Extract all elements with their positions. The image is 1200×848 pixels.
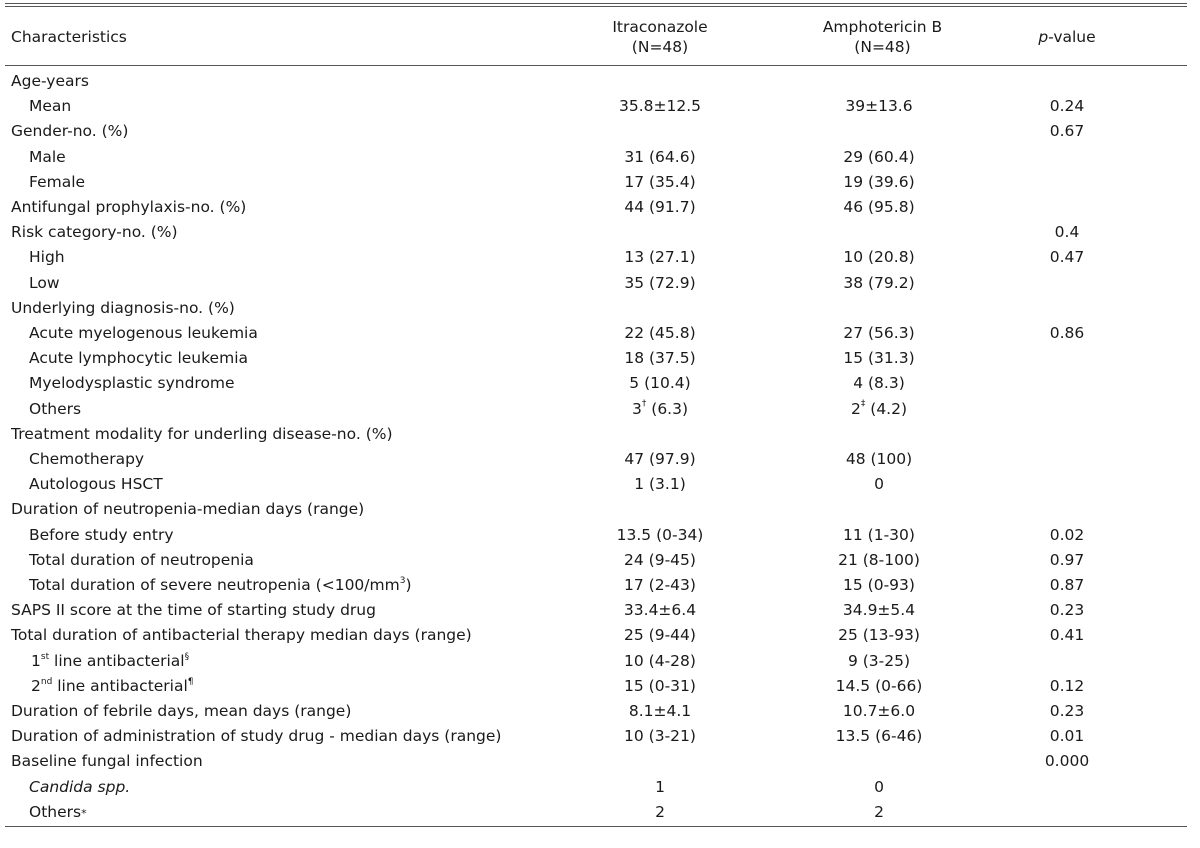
amphotericin-value: 29 (60.4) [843,147,915,166]
itraconazole-value: 24 (9-45) [624,550,696,569]
itraconazole-value: 17 (35.4) [624,172,696,191]
p-value-cell [1003,548,1187,573]
p-value: 0.24 [1049,97,1085,116]
itraconazole-value: 17 (2-43) [624,576,696,595]
amphotericin-value: 10 (20.8) [843,248,915,267]
itraconazole-value: 8.1±4.1 [628,702,692,721]
p-value-cell [1003,145,1187,170]
p-value-cell [1003,296,1187,321]
row-label-superscript: 3 [399,575,406,586]
p-value-cell [1003,472,1187,497]
amphotericin-value-cell [800,573,1003,598]
amphotericin-value: 48 (100) [845,450,913,469]
amphotericin-value: 13.5 (6-46) [835,727,923,746]
row-label: Others [29,802,82,821]
amphotericin-value: 10.7±6.0 [842,702,916,721]
row-label-asterisk: * [81,806,87,820]
itraconazole-value: 10 (4-28) [624,651,696,670]
row-label-cell [5,699,570,724]
itraconazole-value: 15 (0-31) [624,676,696,695]
header-itraconazole [570,7,800,65]
amphotericin-value: 15 (31.3) [843,349,915,368]
row-label: SAPS II score at the time of starting study drug [11,601,376,620]
p-value-cell [1003,346,1187,371]
row-label-cell [5,371,570,396]
row-label: Age-years [11,72,89,90]
row-label: Gender-no. (%) [11,122,129,141]
row-label: Baseline fungal infection [11,752,203,771]
amphotericin-value: 0 [874,777,884,796]
row-label: Total duration of severe neutropenia (<100/mm [29,576,400,595]
amphotericin-value-cell [800,623,1003,648]
row-label-cell [5,346,570,371]
amphotericin-value-cell [800,321,1003,346]
p-value: 0.47 [1049,248,1085,267]
amphotericin-value-cell [800,245,1003,270]
row-label: Duration of febrile days, mean days (range) [11,702,352,721]
amphotericin-value: 39±13.6 [845,97,913,116]
row-label: Acute myelogenous leukemia [29,324,258,343]
p-value-cell [1003,321,1187,346]
table-row [5,195,1187,220]
p-value: 0.23 [1049,601,1085,620]
amphotericin-value-cell [800,170,1003,195]
p-value-cell [1003,69,1187,94]
itraconazole-value-cell [570,346,800,371]
row-label-cell [5,472,570,497]
itraconazole-value-cell [570,775,800,800]
p-value-cell [1003,598,1187,623]
table-row [5,699,1187,724]
itraconazole-value-cell [570,548,800,573]
row-label: Candida spp. [29,777,131,796]
amphotericin-value-cell [800,220,1003,245]
p-value: 0.97 [1049,550,1085,569]
row-label: Male [29,147,66,166]
table-row [5,749,1187,774]
amphotericin-value: 11 (1-30) [843,525,915,544]
amphotericin-value: 25 (13-93) [838,626,920,645]
p-value-cell [1003,497,1187,522]
itraconazole-value: 5 (10.4) [629,374,691,393]
itraconazole-footnote-mark: † [641,399,647,410]
table-row [5,422,1187,447]
header-characteristics: Characteristics [11,28,127,46]
amphotericin-value-cell [800,94,1003,119]
p-value: 0.01 [1049,727,1085,746]
row-label: Before study entry [29,525,174,544]
amphotericin-value-cell [800,422,1003,447]
table-row [5,321,1187,346]
itraconazole-value-cell [570,422,800,447]
itraconazole-value: 31 (64.6) [624,147,696,166]
itraconazole-value-cell [570,69,800,94]
p-value-cell [1003,674,1187,699]
amphotericin-value-cell [800,145,1003,170]
header-row [5,7,1187,65]
itraconazole-value: 47 (97.9) [624,450,696,469]
table-row [5,94,1187,119]
amphotericin-value-cell [800,598,1003,623]
itraconazole-value-cell [570,800,800,826]
amphotericin-value-cell [800,674,1003,699]
row-label: 1 [31,651,41,670]
row-label-cell [5,800,570,826]
itraconazole-value: 2 [655,803,665,822]
itraconazole-value-cell [570,674,800,699]
itraconazole-value-cell [570,472,800,497]
row-label: Total duration of neutropenia [29,550,254,569]
amphotericin-value-cell [800,371,1003,396]
p-value-cell [1003,119,1187,144]
row-label: Total duration of antibacterial therapy median days (range) [11,626,472,645]
amphotericin-value-cell [800,800,1003,826]
amphotericin-value-cell [800,548,1003,573]
p-value: 0.02 [1049,525,1085,544]
row-label-footnote-mark: ¶ [187,676,194,687]
row-label-cell [5,145,570,170]
table-body [5,66,1187,826]
amphotericin-value-cell [800,497,1003,522]
table-row [5,271,1187,296]
p-value-cell [1003,699,1187,724]
row-label-cell [5,397,570,422]
amphotericin-value-cell [800,69,1003,94]
row-label-rest: line antibacterial [49,651,185,670]
p-value-cell [1003,371,1187,396]
itraconazole-value-cell [570,523,800,548]
row-label: Myelodysplastic syndrome [29,374,235,393]
header-amphotericin [800,7,1003,65]
header-itraconazole-name: Itraconazole [612,18,708,36]
itraconazole-value: 18 (37.5) [624,349,696,368]
table-row [5,447,1187,472]
table-row [5,371,1187,396]
amphotericin-value-cell [800,195,1003,220]
amphotericin-value-cell [800,749,1003,774]
row-label: Duration of neutropenia-median days (range) [11,500,365,519]
p-value-cell [1003,724,1187,749]
table-row [5,800,1187,826]
amphotericin-value: 9 (3-25) [847,651,911,670]
p-value: 0.000 [1044,752,1090,771]
row-label-cell [5,598,570,623]
itraconazole-value: 13 (27.1) [624,248,696,267]
itraconazole-value: 3 [631,399,642,418]
amphotericin-value: 19 (39.6) [843,172,915,191]
p-value-cell [1003,523,1187,548]
table-row [5,497,1187,522]
header-p-rest: -value [1048,28,1096,46]
row-label-rest: ) [405,576,412,595]
p-value-cell [1003,94,1187,119]
amphotericin-value-cell [800,271,1003,296]
itraconazole-value-cell [570,623,800,648]
row-label-cell [5,674,570,699]
bottom-rule [5,826,1187,827]
table-row [5,775,1187,800]
table-row [5,145,1187,170]
row-label: Low [29,273,60,292]
row-label: Mean [29,97,72,116]
p-value-cell [1003,775,1187,800]
row-label-cell [5,296,570,321]
itraconazole-value-cell [570,321,800,346]
table-row [5,724,1187,749]
table-row [5,573,1187,598]
amphotericin-value: 2 [874,803,884,822]
itraconazole-value: 44 (91.7) [624,198,696,217]
itraconazole-value-cell [570,245,800,270]
itraconazole-value-cell [570,447,800,472]
p-value-cell [1003,749,1187,774]
amphotericin-value: 21 (8-100) [838,550,920,569]
p-value-cell [1003,649,1187,674]
p-value: 0.67 [1049,122,1085,141]
amphotericin-value-rest: (4.2) [865,399,908,418]
itraconazole-value-cell [570,296,800,321]
row-label: Duration of administration of study drug - median days (range) [11,727,502,746]
amphotericin-value-cell [800,699,1003,724]
itraconazole-value-cell [570,724,800,749]
table-row [5,296,1187,321]
row-label-cell [5,195,570,220]
row-label: 2 [31,676,41,695]
p-value: 0.23 [1049,702,1085,721]
row-label-cell [5,447,570,472]
row-label-cell [5,321,570,346]
row-label: Treatment modality for underling disease-no. (%) [11,424,393,443]
row-label: Chemotherapy [29,450,145,469]
table-row [5,69,1187,94]
amphotericin-value-cell [800,447,1003,472]
itraconazole-value-cell [570,195,800,220]
row-label-cell [5,548,570,573]
amphotericin-footnote-mark: ‡ [860,399,866,410]
row-label: Risk category-no. (%) [11,223,178,242]
row-label-cell [5,271,570,296]
itraconazole-value-cell [570,170,800,195]
itraconazole-value-cell [570,119,800,144]
row-label-cell [5,724,570,749]
p-value: 0.4 [1054,223,1080,242]
row-label-cell [5,775,570,800]
p-value: 0.12 [1049,676,1085,695]
itraconazole-value: 35 (72.9) [624,273,696,292]
table-row [5,346,1187,371]
p-value-cell [1003,245,1187,270]
table-row [5,397,1187,422]
row-label: Antifungal prophylaxis-no. (%) [11,198,247,217]
itraconazole-value-cell [570,94,800,119]
amphotericin-value-cell [800,296,1003,321]
row-label: Underlying diagnosis-no. (%) [11,298,235,317]
amphotericin-value-cell [800,346,1003,371]
amphotericin-value-cell [800,649,1003,674]
row-label-cell [5,523,570,548]
row-label: Autologous HSCT [29,475,163,494]
amphotericin-value: 46 (95.8) [843,198,915,217]
amphotericin-value: 2 [850,399,861,418]
row-label: High [29,248,65,267]
p-value-cell [1003,195,1187,220]
header-p-value [1003,7,1187,65]
amphotericin-value-cell [800,724,1003,749]
itraconazole-value: 25 (9-44) [624,626,696,645]
row-label-cell [5,220,570,245]
row-label-cell [5,119,570,144]
header-itraconazole-n: (N=48) [631,38,689,56]
row-label-cell [5,497,570,522]
row-label: Acute lymphocytic leukemia [29,349,248,368]
row-label-cell [5,170,570,195]
itraconazole-value-cell [570,649,800,674]
table-row [5,472,1187,497]
itraconazole-value-cell [570,573,800,598]
p-value-cell [1003,447,1187,472]
itraconazole-value-cell [570,145,800,170]
itraconazole-value-cell [570,271,800,296]
amphotericin-value-cell [800,397,1003,422]
header-amphotericin-name: Amphotericin B [822,18,943,36]
row-label-cell [5,94,570,119]
itraconazole-value: 1 (3.1) [634,475,686,494]
p-value-cell [1003,800,1187,826]
itraconazole-value: 33.4±6.4 [623,601,697,620]
header-p-italic: p [1038,28,1049,46]
amphotericin-value: 15 (0-93) [843,576,915,595]
row-label-cell [5,649,570,674]
table-row [5,245,1187,270]
amphotericin-value: 34.9±5.4 [842,601,916,620]
p-value-cell [1003,623,1187,648]
amphotericin-value-cell [800,472,1003,497]
itraconazole-value: 10 (3-21) [624,727,696,746]
row-label-cell [5,749,570,774]
amphotericin-value-cell [800,119,1003,144]
itraconazole-value: 13.5 (0-34) [616,525,704,544]
row-label-footnote-mark: § [184,651,190,662]
row-label-cell [5,573,570,598]
table-row [5,170,1187,195]
p-value: 0.41 [1049,626,1085,645]
row-label-cell [5,422,570,447]
p-value-cell [1003,573,1187,598]
table-row [5,548,1187,573]
itraconazole-value-cell [570,497,800,522]
table-row [5,598,1187,623]
row-label: Female [29,172,86,191]
row-label-superscript: nd [40,676,53,687]
characteristics-table [5,3,1187,827]
itraconazole-value-rest: (6.3) [646,399,689,418]
row-label-cell [5,69,570,94]
p-value-cell [1003,422,1187,447]
table-row [5,674,1187,699]
amphotericin-value: 38 (79.2) [843,273,915,292]
p-value: 0.86 [1049,324,1085,343]
p-value: 0.87 [1049,576,1085,595]
amphotericin-value: 0 [874,475,884,494]
itraconazole-value-cell [570,749,800,774]
amphotericin-value-cell [800,775,1003,800]
p-value-cell [1003,397,1187,422]
amphotericin-value-cell [800,523,1003,548]
table-row [5,523,1187,548]
itraconazole-value-cell [570,371,800,396]
table-row [5,119,1187,144]
row-label-superscript: st [40,651,50,662]
p-value-cell [1003,271,1187,296]
header-amphotericin-n: (N=48) [854,38,911,56]
itraconazole-value-cell [570,699,800,724]
amphotericin-value: 4 (8.3) [853,374,905,393]
itraconazole-value-cell [570,220,800,245]
itraconazole-value: 22 (45.8) [624,324,696,343]
amphotericin-value: 14.5 (0-66) [835,676,923,695]
itraconazole-value-cell [570,598,800,623]
itraconazole-value-cell [570,397,800,422]
row-label-rest: line antibacterial [52,676,188,695]
itraconazole-value: 1 [655,777,665,796]
table-row [5,220,1187,245]
amphotericin-value: 27 (56.3) [843,324,915,343]
itraconazole-value: 35.8±12.5 [618,97,701,116]
row-label: Others [29,399,82,418]
p-value-cell [1003,170,1187,195]
p-value-cell [1003,220,1187,245]
table-row [5,623,1187,648]
table-row [5,649,1187,674]
row-label-cell [5,245,570,270]
row-label-cell [5,623,570,648]
